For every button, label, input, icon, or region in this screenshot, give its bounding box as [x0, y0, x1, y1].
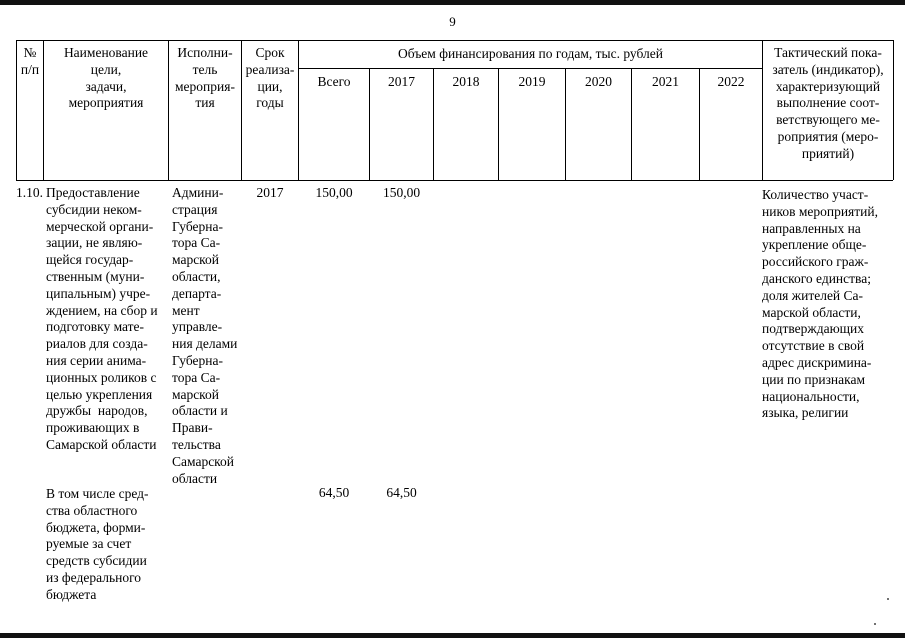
row-executor: Админи- страция Губерна- тора Са- марской области, департа- мент управле- ния делами Губерна- тора Са- марской области и Прави- тельства Самарской области: [172, 185, 238, 486]
col-line-2: [168, 40, 169, 180]
header-financing: Объем финансирования по годам, тыс. рублей: [398, 46, 663, 61]
col-line-12: [893, 40, 894, 180]
row-term: 2017: [256, 185, 284, 200]
scan-speck: [887, 598, 889, 600]
col-line-0: [16, 40, 17, 180]
header-bottom-line: [16, 180, 893, 181]
page-number: 9: [449, 14, 456, 29]
header-name: Наименование цели, задачи, мероприятия: [63, 45, 149, 111]
header-year-2017: 2017: [388, 74, 415, 89]
row-name: Предоставление субсидии неком- мерческой органи- зации, не являю- щейся государ- ственным (муни- ципальным) учре- ждением, на сбор и подготовку мате- риалов для созда- ния серии анима- ционных роликов с целью укрепления дружбы народов, проживающих в Самарской области: [46, 185, 158, 452]
header-year-2018: 2018: [452, 74, 480, 89]
scan-speck: [874, 623, 876, 625]
header-num: № п/п: [20, 45, 40, 77]
row-num: 1.10.: [16, 185, 43, 200]
header-term: Срок реализа- ции, годы: [245, 45, 295, 111]
header-executor: Исполни- тель мероприя- тия: [175, 45, 235, 111]
row-name: В том числе сред- ства областного бюджета, форми- руемые за счет средств субсидии из федерального бюджета: [46, 486, 149, 602]
header-total: Всего: [317, 74, 351, 89]
row-indicator: Количество участ- ников мероприятий, направленных на укрепление обще- российского граж- данского единства; доля жителей Са- марской области, подтверждающих отсутствие в свой адрес дискримина- ции по признакам национальности, языка, религии: [762, 187, 878, 421]
header-year-2022: 2022: [717, 74, 745, 89]
col-line-1: [43, 40, 44, 180]
header-year-2021: 2021: [652, 74, 679, 89]
row-total: 64,50: [318, 485, 350, 500]
row-2017: 64,50: [386, 485, 417, 500]
row-2017: 150,00: [382, 185, 421, 200]
bottom-border: [0, 633, 905, 638]
row-total: 150,00: [315, 185, 353, 200]
header-indicator: Тактический пока- затель (индикатор), характеризующий выполнение соот- ветствующего ме- роприятия (меро- приятий): [772, 45, 884, 161]
financing-subheader-line: [298, 68, 762, 69]
top-border: [0, 0, 905, 5]
header-year-2019: 2019: [518, 74, 546, 89]
header-year-2020: 2020: [585, 74, 612, 89]
